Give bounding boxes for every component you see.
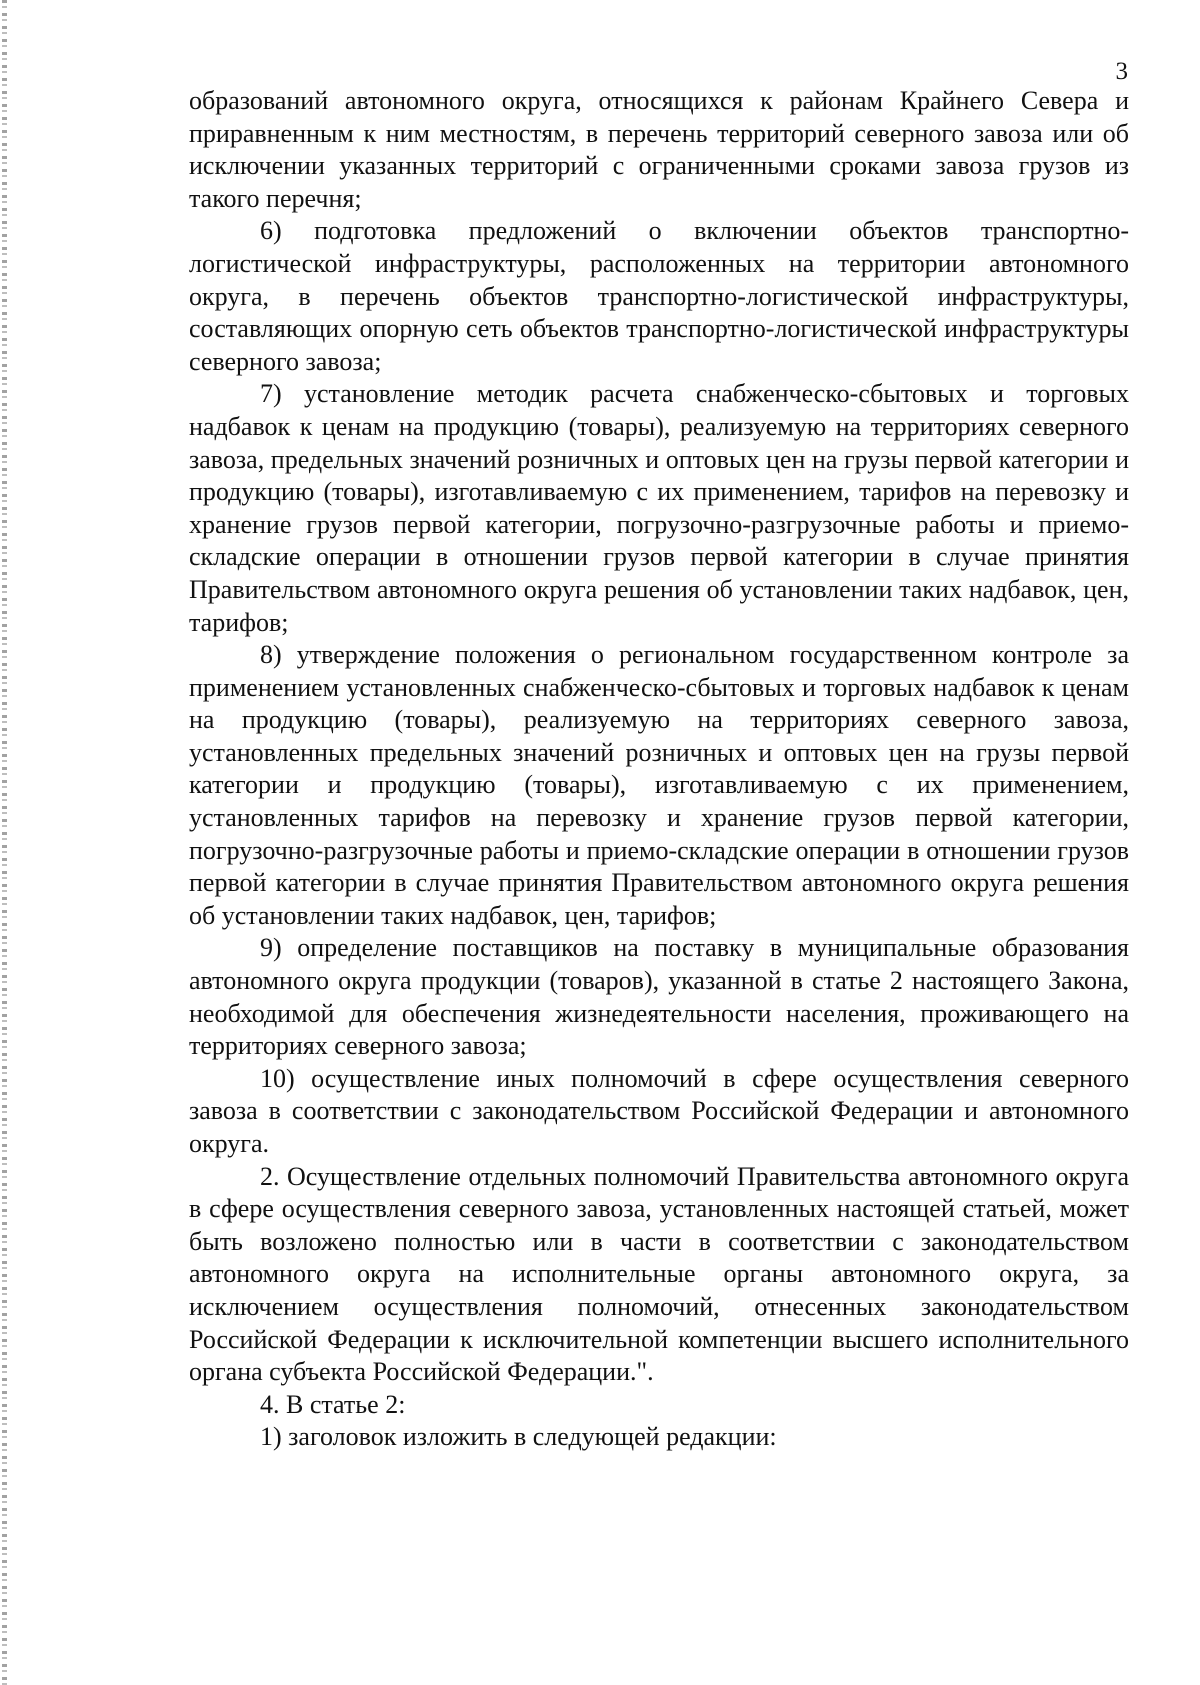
paragraph-item-6: 6) подготовка предложений о включении объектов транспортно-логистической инфраструктуры, расположенных на территории автономного округа, в перечень объектов транспортно-логистической инфраструктуры, составляющих опорную сеть объектов транспортно-логистической инфраструктуры северного завоза; [189,216,1129,376]
paragraph-item-9: 9) определение поставщиков на поставку в муниципальные образования автономного округа продукции (товаров), указанной в статье 2 настоящего Закона, необходимой для обеспечения жизнедеятельности населения, проживающего на территориях северного завоза; [189,933,1129,1061]
scan-edge-artifact [2,0,7,1685]
paragraph-point-4: 4. В статье 2: [260,1389,406,1419]
page-number: 3 [1115,58,1128,85]
paragraph-subitem-1: 1) заголовок изложить в следующей редакции: [260,1422,777,1452]
paragraph-continuation: образований автономного округа, относящихся к районам Крайнего Севера и приравненным к ним местностям, в перечень территорий северного завоза или об исключении указанных территорий с ограниченными сроками завоза грузов из такого перечня; [189,86,1129,213]
paragraph-item-8: 8) утверждение положения о региональном государственном контроле за применением установленных снабженческо-сбытовых и торговых надбавок к ценам на продукцию (товары), реализуемую на территориях северного завоза, установленных предельных значений розничных и оптовых цен на грузы первой категории и продукцию (товары), изготавливаемую с их применением, установленных тарифов на перевозку и хранение грузов первой категории, погрузочно-разгрузочные работы и приемо-складские операции в отношении грузов первой категории в случае принятия Правительством автономного округа решения об установлении таких надбавок, цен, тарифов; [189,640,1129,930]
paragraph-item-7: 7) установление методик расчета снабженческо-сбытовых и торговых надбавок к ценам на продукцию (товары), реализуемую на территориях северного завоза, предельных значений розничных и оптовых цен на грузы первой категории и продукцию (товары), изготавливаемую с их применением, тарифов на перевозку и хранение грузов первой категории, погрузочно-разгрузочные работы и приемо-складские операции в отношении грузов первой категории в случае принятия Правительством автономного округа решения об установлении таких надбавок, цен, тарифов; [189,379,1129,637]
paragraph-item-10: 10) осуществление иных полномочий в сфере осуществления северного завоза в соответствии с законодательством Российской Федерации и автономного округа. [189,1063,1129,1158]
document-body [189,85,1129,1454]
paragraph-part-2: 2. Осуществление отдельных полномочий Правительства автономного округа в сфере осуществления северного завоза, установленных настоящей статьей, может быть возложено полностью или в части в соответствии с законодательством автономного округа на исполнительные органы автономного округа, за исключением осуществления полномочий, отнесенных законодательством Российской Федерации к исключительной компетенции высшего исполнительного органа субъекта Российской Федерации.". [189,1161,1129,1387]
